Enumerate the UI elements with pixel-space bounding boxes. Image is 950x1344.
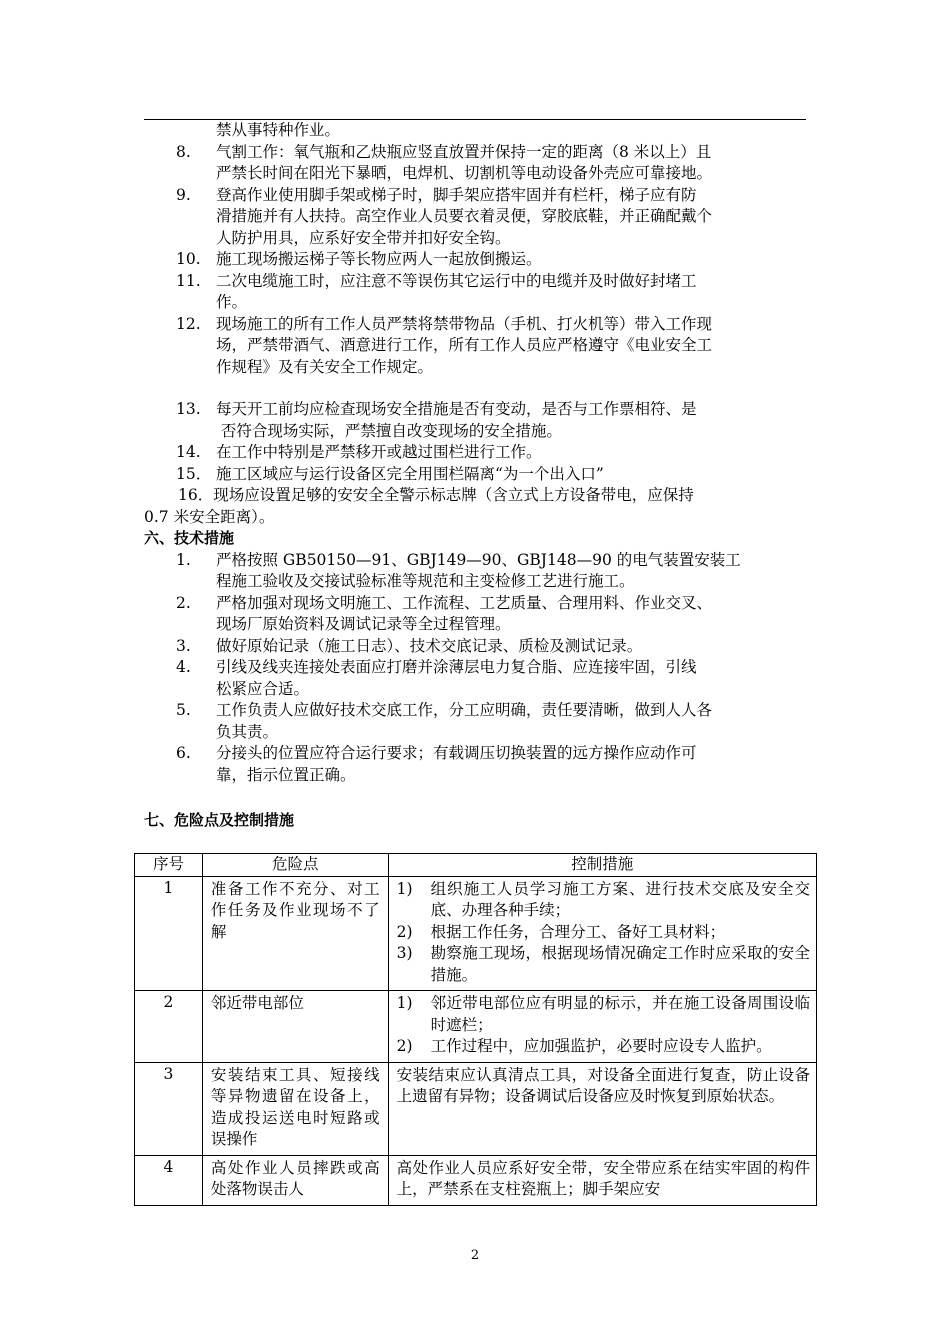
item-text [216,700,808,743]
item-number: 4. [176,658,191,676]
item-text [216,314,808,379]
item-text [216,657,808,700]
item-line: 在工作中特别是严禁移开或越过围栏进行工作。 [216,443,542,461]
item-line: 施工区域应与运行设备区完全用围栏隔离“为一个出入口” [216,464,604,483]
measure-number: 2) [396,1037,413,1055]
item-line: 工作负责人应做好技术交底工作，分工应明确，责任要清晰，做到人人各 [216,701,713,719]
document-body [144,120,808,832]
item-text [216,743,808,786]
hazard-table [134,853,817,1206]
hazard-cell: 邻近带电部位 [202,991,388,1063]
list-item [144,464,808,486]
measure-number: 3) [396,944,413,962]
list-item [144,442,808,464]
measure-text: 邻近带电部位应有明显的标示，并在施工设备周围设临时遮栏； [430,994,810,1034]
table-row [135,1155,817,1205]
list-item [144,271,808,314]
item-line: 程施工验收及交接试验标准等规范和主变检修工艺进行施工。 [216,572,635,590]
item-line: 场，严禁带酒气、酒意进行工作，所有工作人员应严格遵守《电业安全工 [216,336,713,354]
list-item [144,185,808,250]
item-number: 1. [176,550,191,569]
measure-text: 根据工作任务，合理分工、备好工具材料； [430,922,726,941]
item-16-line1: 16．现场应设置足够的安安全全警示标志牌（含立式上方设备带电，应保持 [178,486,694,504]
item-number: 15． [176,464,212,483]
measures-cell: 安装结束应认真清点工具，对设备全面进行复查，防止设备上遗留有异物；设备调试后设备应及时恢复到原始状态。 [388,1062,816,1155]
item-number: 9. [176,185,191,204]
item-line: 人防护用具，应系好安全带并扣好安全钩。 [216,228,511,247]
measure-item [397,879,810,922]
row-number: 4 [135,1155,203,1205]
table-row [135,991,817,1063]
item-number: 2. [176,593,191,612]
item-number: 6. [176,744,191,762]
item-number: 8. [176,142,191,161]
list-item [144,249,808,271]
continued-line: 禁从事特种作业。 [216,121,341,139]
item-line: 气割工作：氧气瓶和乙炔瓶应竖直放置并保持一定的距离（8 米以上）且 [216,142,712,161]
item-number: 3. [176,636,191,655]
item-line: 松紧应合适。 [216,679,310,698]
item-16 [144,485,808,528]
section-6-title: 六、技术措施 [144,529,235,547]
item-number: 13. [176,400,201,418]
measure-item [397,993,810,1036]
item-line: 施工现场搬运梯子等长物应两人一起放倒搬运。 [216,250,542,268]
list-item [144,314,808,379]
item-text [216,442,808,464]
list-item [144,636,808,658]
item-line: 二次电缆施工时，应注意不等误伤其它运行中的电缆并及时做好封堵工 [216,271,697,290]
measure-item [397,943,810,986]
list-item [144,593,808,636]
measure-text: 勘察施工现场，根据现场情况确定工作时应采取的安全措施。 [430,944,810,984]
hazard-cell: 安装结束工具、短接线等异物遗留在设备上，造成投运送电时短路或误操作 [202,1062,388,1155]
measures-cell: 高处作业人员应系好安全带，安全带应系在结实牢固的构件上，严禁系在支柱瓷瓶上；脚手架应安 [388,1155,816,1205]
hazard-cell: 高处作业人员摔跌或高处落物误击人 [202,1155,388,1205]
item-line: 负其责。 [216,722,279,741]
safety-list [144,142,808,486]
measures-cell [388,876,816,991]
measure-number: 2) [396,922,413,941]
item-line: 现场厂原始资料及调试记录等全过程管理。 [216,615,511,633]
item-line: 每天开工前均应检查现场安全措施是否有变动，是否与工作票相符、是 [216,400,697,418]
item-line: 引线及线夹连接处表面应打磨并涂薄层电力复合脂、应连接牢固，引线 [216,658,697,676]
table-header-row [135,854,817,877]
item-line: 做好原始记录（施工日志）、技术交底记录、质检及测试记录。 [216,636,643,655]
item-16-line2: 0.7 米安全距离）。 [144,507,275,526]
item-line: 现场施工的所有工作人员严禁将禁带物品（手机、打火机等）带入工作现 [216,314,713,333]
row-number: 2 [135,991,203,1063]
item-text [216,636,808,658]
hazard-cell: 准备工作不充分、对工作任务及作业现场不了解 [202,876,388,991]
list-item [144,142,808,185]
item-text [216,142,808,185]
table-row [135,876,817,991]
list-item [144,657,808,700]
header-hazard: 危险点 [202,854,388,877]
measure-item [397,922,810,944]
item-line: 分接头的位置应符合运行要求；有载调压切换装置的远方操作应动作可 [216,744,697,762]
list-item [144,743,808,786]
measures-cell [388,991,816,1063]
section-7-title: 七、危险点及控制措施 [144,811,295,829]
measure-item [397,1036,810,1058]
list-item [144,550,808,593]
row-number: 1 [135,876,203,991]
table-row [135,1062,817,1155]
item-text [216,464,808,486]
item-text [216,249,808,271]
row-number: 3 [135,1062,203,1155]
page-number: 2 [470,1248,480,1263]
item-line: 严禁长时间在阳光下暴晒，电焊机、切割机等电动设备外壳应可靠接地。 [216,164,713,182]
measure-number: 1) [396,994,413,1012]
item-line: 否符合现场实际，严禁擅自改变现场的安全措施。 [216,421,562,440]
item-line: 严格加强对现场文明施工、工作流程、工艺质量、合理用料、作业交叉、 [216,593,713,612]
item-number: 11. [176,271,201,290]
item-line: 靠，指示位置正确。 [216,765,356,784]
header-no: 序号 [135,854,203,877]
item-text [216,550,808,593]
tech-list [144,550,808,787]
spacer [144,378,808,399]
list-item [144,700,808,743]
item-text [216,399,808,442]
item-number: 5. [176,701,191,719]
table-body [135,876,817,1205]
item-number: 10. [176,250,201,268]
item-line: 登高作业使用脚手架或梯子时，脚手架应搭牢固并有栏杆，梯子应有防 [216,185,697,204]
item-text [216,593,808,636]
item-number: 14. [176,443,201,461]
item-line: 严格按照 GB50150—91、GBJ149—90、GBJ148—90 的电气装置安装工 [216,550,741,569]
spacer [144,786,808,807]
item-text [216,271,808,314]
measure-number: 1) [396,879,413,898]
list-item [144,399,808,442]
item-number: 12. [176,314,201,333]
item-line: 作。 [216,293,248,311]
measure-text: 组织施工人员学习施工方案、进行技术交底及安全交底、办理各种手续； [430,879,810,919]
item-line: 滑措施并有人扶持。高空作业人员要衣着灵便，穿胶底鞋，并正确配戴个 [216,207,713,225]
item-text [216,185,808,250]
header-measures: 控制措施 [388,854,816,877]
item-line: 作规程》及有关安全工作规定。 [216,357,434,376]
measure-text: 工作过程中，应加强监护，必要时应设专人监护。 [430,1037,772,1055]
